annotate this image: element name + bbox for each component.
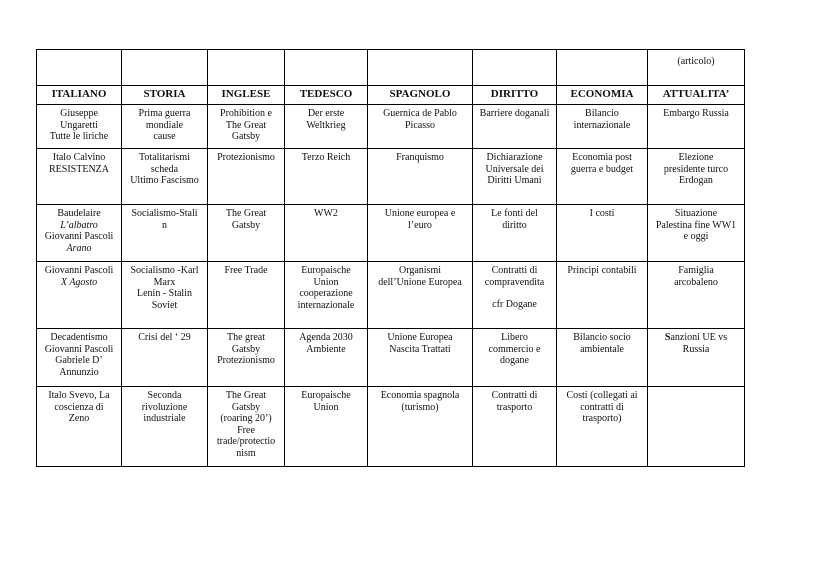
header-attualita: ATTUALITA’ [648, 86, 745, 105]
cell-line: Socialismo-Stali [131, 208, 198, 219]
cell-line: n [162, 219, 167, 231]
cell-line: Economia spagnola [380, 390, 460, 401]
cell-line: rivoluzione [141, 401, 188, 413]
cell-line: Famiglia [678, 265, 714, 276]
cell-line: e oggi [683, 231, 709, 243]
cell-line: Ambiente [306, 343, 346, 355]
cell-line: Crisi del ‘ 29 [138, 332, 191, 343]
cell-inglese [208, 105, 285, 149]
cell-italiano [37, 329, 122, 387]
cell-diritto [473, 105, 557, 149]
cell-attualita [648, 105, 745, 149]
cell-line: Annunzio [59, 366, 99, 378]
cell-economia [557, 387, 648, 467]
cell-line: Totalitarismi [139, 152, 190, 163]
cell-line: Gatsby [231, 401, 261, 413]
cell-line: Marx [153, 276, 176, 288]
cell-line: Situazione [674, 208, 718, 219]
table-row [37, 205, 745, 262]
cell-line: coscienza di [54, 401, 104, 413]
cell-line: Economia post [572, 152, 632, 163]
table-row [37, 262, 745, 329]
table-row [37, 329, 745, 387]
cell-line: contratti di [580, 401, 624, 413]
cell-italiano [37, 149, 122, 205]
cell-line: guerra e budget [570, 163, 634, 175]
cell-diritto [473, 205, 557, 262]
cell-inglese [208, 387, 285, 467]
header-row [37, 86, 745, 105]
cell-inglese [208, 262, 285, 329]
cell-storia [122, 149, 208, 205]
cell-diritto [473, 329, 557, 387]
cell-line: (roaring 20’) [220, 413, 272, 425]
cell-line: Arano [66, 242, 92, 254]
cell-line: The Great [225, 390, 267, 401]
cell-tedesco [285, 262, 368, 329]
cell-attualita [648, 205, 745, 262]
cell-line: Contratti di [491, 265, 538, 276]
cell-line: Protezionismo [217, 355, 275, 367]
cell-line: Palestina fine WW1 [655, 219, 737, 231]
cell-inglese [208, 329, 285, 387]
cell-spagnolo [368, 262, 473, 329]
cell-line: commercio e [488, 343, 541, 355]
cell-diritto [473, 262, 557, 329]
cell-line: Dichiarazione [486, 152, 543, 163]
cell-line: Gatsby [231, 343, 261, 355]
cell-line: Italo Svevo, La [48, 390, 110, 401]
cell-line: Union [313, 401, 339, 413]
cell-line: dell’Unione Europea [378, 276, 462, 288]
cell-line: l’euro [408, 219, 432, 231]
cell-inglese [208, 149, 285, 205]
cell-line: ambientale [580, 343, 624, 355]
cell-spagnolo [368, 329, 473, 387]
cell-line: Soviet [151, 299, 178, 311]
cell-italiano [37, 105, 122, 149]
cell-line: Terzo Reich [301, 152, 351, 163]
cell-line: arcobaleno [674, 276, 718, 288]
cell-line: Free Trade [224, 265, 268, 276]
cell-attualita [648, 387, 745, 467]
cell-line: Lenin - Stalin [137, 288, 192, 300]
cell-line: Tutte le liriche [49, 131, 109, 143]
header-spagnolo: SPAGNOLO [368, 86, 473, 105]
cell-tedesco [285, 149, 368, 205]
cell-line: cfr Dogane [492, 299, 537, 311]
cell-diritto [473, 387, 557, 467]
cell-line: Contratti di [491, 390, 538, 401]
cell-line: trade/protectio [216, 436, 276, 448]
cell-line: The Great [225, 208, 267, 219]
cell-line: Unione Europea [387, 332, 453, 343]
cell-line: Bilancio [585, 108, 619, 119]
cell-line: Union [313, 276, 339, 288]
cell-line: Europaische [301, 390, 351, 401]
cell-tedesco [285, 329, 368, 387]
cell-line: internazionale [297, 299, 355, 311]
cell-line: industriale [143, 413, 186, 425]
cell-line: Giovanni Pascoli [44, 265, 114, 276]
cell-economia [557, 205, 648, 262]
empty-cell [473, 50, 557, 86]
cell-line: Free [237, 424, 255, 436]
cell-line: Ultimo Fascismo [130, 175, 199, 187]
cell-line: Costi (collegati ai [566, 390, 638, 401]
cell-line: Europaische [301, 265, 351, 276]
header-tedesco: TEDESCO [285, 86, 368, 105]
articolo-note: (articolo) [648, 50, 745, 86]
cell-tedesco [285, 205, 368, 262]
empty-cell [37, 50, 122, 86]
cell-economia [557, 149, 648, 205]
cell-line: dogane [500, 355, 529, 367]
table-row [37, 149, 745, 205]
lead-letter: S [664, 332, 671, 343]
cell-line: WW2 [314, 208, 338, 219]
cell-line: Giuseppe [60, 108, 98, 119]
cell-line: Principi contabili [567, 265, 637, 276]
cell-line: Embargo Russia [663, 108, 729, 119]
cell-line: RESISTENZA [49, 163, 109, 175]
empty-cell [557, 50, 648, 86]
cell-line: Ungaretti [60, 119, 98, 131]
cell-attualita [648, 329, 745, 387]
cell-line: Erdogan [679, 175, 713, 187]
cell-spagnolo [368, 149, 473, 205]
subjects-table [36, 49, 745, 467]
cell-storia [122, 205, 208, 262]
cell-line: The Great [225, 119, 267, 131]
cell-line: Prima guerra [138, 108, 191, 119]
cell-line: X Agosto [60, 276, 98, 288]
header-inglese: INGLESE [208, 86, 285, 105]
cell-line: cause [153, 131, 176, 143]
cell-line: Libero [501, 332, 528, 343]
cell-storia [122, 262, 208, 329]
cell-italiano [37, 205, 122, 262]
cell-line: trasporto [496, 401, 533, 413]
cell-line: Gatsby [231, 131, 261, 143]
cell-line: Universale dei [485, 163, 544, 175]
cell-line: Russia [682, 343, 710, 355]
cell-storia [122, 387, 208, 467]
cell-storia [122, 329, 208, 387]
cell-line: Diritti Umani [487, 175, 542, 187]
cell-line: Italo Calvino [52, 152, 106, 163]
cell-line: Decadentismo [50, 332, 108, 343]
empty-cell [208, 50, 285, 86]
table-row [37, 105, 745, 149]
cell-line: compravendita [484, 276, 545, 288]
cell-line: Weltkrieg [306, 119, 346, 131]
cell-tedesco [285, 387, 368, 467]
cell-economia [557, 329, 648, 387]
cell-line: Barriere doganali [479, 108, 550, 119]
cell-line: internazionale [573, 119, 631, 131]
cell-italiano [37, 262, 122, 329]
cell-line: Giovanni Pascoli [44, 231, 114, 243]
header-storia: STORIA [122, 86, 208, 105]
cell-line: presidente turco [663, 163, 729, 175]
cell-line: Le fonti del [491, 208, 538, 219]
cell-line: Protezionismo [217, 152, 275, 163]
header-economia: ECONOMIA [557, 86, 648, 105]
cell-attualita [648, 149, 745, 205]
cell-line: Gatsby [231, 219, 261, 231]
cell-line: (turismo) [401, 401, 439, 413]
cell-line: Der erste [307, 108, 345, 119]
cell-inglese [208, 205, 285, 262]
cell-storia [122, 105, 208, 149]
empty-cell [368, 50, 473, 86]
cell-line: scheda [150, 163, 179, 175]
cell-line: Elezione [678, 152, 714, 163]
cell-line: Nascita Trattati [389, 343, 451, 355]
cell-line: I costi [589, 208, 615, 219]
cell-line [650, 332, 742, 344]
cell-line: Giovanni Pascoli [44, 343, 114, 355]
cell-spagnolo [368, 387, 473, 467]
cell-tedesco [285, 105, 368, 149]
cell-line: Seconda [147, 390, 182, 401]
cell-line: nism [236, 447, 256, 459]
cell-line: mondiale [145, 119, 184, 131]
cell-economia [557, 262, 648, 329]
cell-line: trasporto) [582, 413, 622, 425]
cell-line: Agenda 2030 [299, 332, 353, 343]
table-row [37, 387, 745, 467]
header-italiano: ITALIANO [37, 86, 122, 105]
header-diritto: DIRITTO [473, 86, 557, 105]
cell-attualita [648, 262, 745, 329]
cell-italiano [37, 387, 122, 467]
cell-spagnolo [368, 105, 473, 149]
cell-line: Baudelaire [57, 208, 101, 219]
cell-line: Prohibition e [220, 108, 272, 119]
empty-cell [122, 50, 208, 86]
cell-line: Unione europea e [384, 208, 456, 219]
cell-line: Bilancio socio [573, 332, 631, 343]
cell-line: The great [226, 332, 266, 343]
empty-cell [285, 50, 368, 86]
cell-spagnolo [368, 205, 473, 262]
cell-line-rest: anzioni UE vs [670, 332, 728, 343]
cell-diritto [473, 149, 557, 205]
cell-line: Franquismo [396, 152, 444, 163]
cell-line: Organismi [398, 265, 442, 276]
cell-line: Picasso [405, 119, 435, 131]
cell-line: Socialismo -Karl [130, 265, 199, 276]
cell-line: Guernica de Pablo [383, 108, 457, 119]
note-row [37, 50, 745, 86]
cell-line [475, 288, 554, 299]
cell-line: L’albatro [60, 219, 98, 231]
cell-line: Zeno [68, 413, 90, 425]
cell-economia [557, 105, 648, 149]
cell-line: Gabriele D’ [55, 355, 103, 367]
cell-line: cooperazione [299, 288, 353, 300]
cell-line: diritto [502, 219, 527, 231]
